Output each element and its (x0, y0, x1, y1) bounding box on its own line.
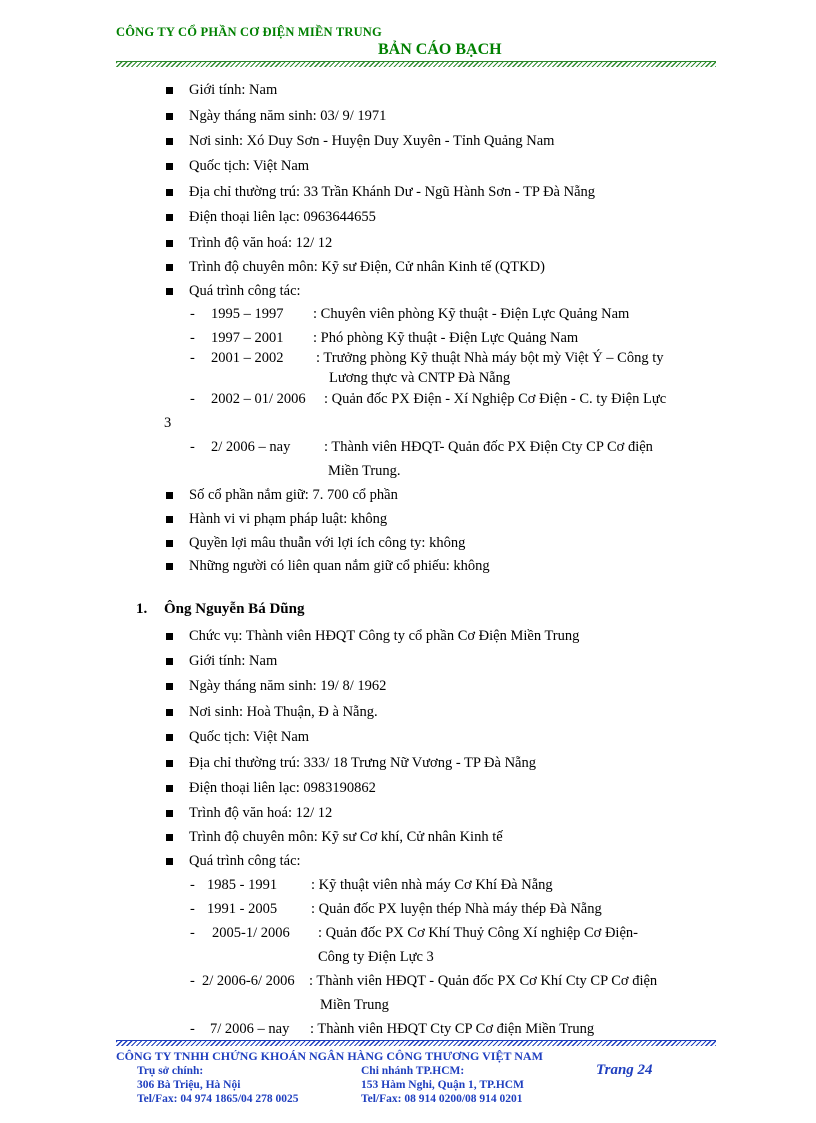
footer-hq-tel: Tel/Fax: 04 974 1865/04 278 0025 (137, 1093, 299, 1105)
p2-career-desc-cont: Miền Trung (320, 997, 389, 1013)
dash-icon: - (190, 901, 195, 917)
dash-icon: - (190, 306, 195, 322)
p2-position: Chức vụ: Thành viên HĐQT Công ty cổ phần Cơ Điện Miền Trung (189, 628, 580, 644)
p1-conflict: Quyền lợi mâu thuẫn với lợi ích công ty: không (189, 535, 466, 551)
bullet-icon (166, 264, 173, 271)
dash-icon: - (190, 350, 195, 366)
p2-qualification: Trình độ chuyên môn: Kỹ sư Cơ khí, Cử nhân Kinh tế (189, 829, 503, 845)
p2-career-period: 1985 - 1991 (207, 877, 278, 893)
p1-career-desc: : Thành viên HĐQT- Quản đốc PX Điện Cty CP Cơ điện (324, 439, 653, 455)
p1-career-desc: : Trưởng phòng Kỹ thuật Nhà máy bột mỳ Việt Ý – Công ty (316, 350, 664, 366)
person-number: 1. (136, 601, 148, 617)
bullet-icon (166, 138, 173, 145)
p1-address: Địa chỉ thường trú: 33 Trần Khánh Dư - Ngũ Hành Sơn - TP Đà Nẵng (189, 184, 596, 200)
dash-icon: - (190, 439, 195, 455)
p2-career-desc: : Thành viên HĐQT - Quản đốc PX Cơ Khí Cty CP Cơ điện (309, 973, 658, 989)
dash-icon: - (190, 925, 195, 941)
p1-career-desc-cont: Miền Trung. (328, 463, 401, 479)
p2-career-desc: : Thành viên HĐQT Cty CP Cơ điện Miền Trung (310, 1021, 595, 1037)
bullet-icon (166, 240, 173, 247)
bullet-icon (166, 834, 173, 841)
dash-icon: - (190, 391, 195, 407)
p2-career-period: 7/ 2006 – nay (210, 1021, 290, 1037)
bullet-icon (166, 858, 173, 865)
bullet-icon (166, 709, 173, 716)
p1-gender: Giới tính: Nam (189, 82, 278, 98)
p1-shares: Số cổ phần nắm giữ: 7. 700 cổ phần (189, 487, 398, 503)
p2-nationality: Quốc tịch: Việt Nam (189, 729, 310, 745)
p1-education: Trình độ văn hoá: 12/ 12 (189, 235, 333, 251)
bullet-icon (166, 760, 173, 767)
p2-career-period: 2005-1/ 2006 (212, 925, 290, 941)
p1-career-heading: Quá trình công tác: (189, 283, 301, 299)
bullet-icon (166, 563, 173, 570)
p2-address: Địa chỉ thường trú: 333/ 18 Trưng Nữ Vương - TP Đà Nẵng (189, 755, 536, 771)
header-divider (116, 61, 716, 67)
dash-icon: - (190, 973, 195, 989)
p1-career-desc: : Chuyên viên phòng Kỹ thuật - Điện Lực Quảng Nam (313, 306, 630, 322)
footer-divider (116, 1040, 716, 1046)
p1-career-desc: : Phó phòng Kỹ thuật - Điện Lực Quảng Nam (313, 330, 579, 346)
bullet-icon (166, 785, 173, 792)
bullet-icon (166, 658, 173, 665)
dash-icon: - (190, 877, 195, 893)
p1-qualification: Trình độ chuyên môn: Kỹ sư Điện, Cử nhân Kinh tế (QTKD) (189, 259, 545, 275)
footer-branch-label: Chi nhánh TP.HCM: (361, 1065, 465, 1077)
footer-hq-label: Trụ sở chính: (137, 1065, 204, 1077)
person-name: Ông Nguyễn Bá Dũng (164, 601, 305, 617)
footer-branch-address: 153 Hàm Nghi, Quận 1, TP.HCM (361, 1079, 524, 1091)
bullet-icon (166, 87, 173, 94)
bullet-icon (166, 683, 173, 690)
bullet-icon (166, 633, 173, 640)
p1-birthplace: Nơi sinh: Xó Duy Sơn - Huyện Duy Xuyên - Tỉnh Quảng Nam (189, 133, 555, 149)
p1-birthdate: Ngày tháng năm sinh: 03/ 9/ 1971 (189, 108, 387, 124)
p2-phone: Điện thoại liên lạc: 0983190862 (189, 780, 376, 796)
bullet-icon (166, 734, 173, 741)
p2-career-desc-cont: Công ty Điện Lực 3 (318, 949, 434, 965)
p2-career-heading: Quá trình công tác: (189, 853, 301, 869)
footer-hq-address: 306 Bà Triệu, Hà Nội (137, 1079, 241, 1091)
p2-career-desc: : Kỹ thuật viên nhà máy Cơ Khí Đà Nẵng (311, 877, 553, 893)
p1-career-period: 1995 – 1997 (211, 306, 284, 322)
p2-career-period: 1991 - 2005 (207, 901, 278, 917)
p1-career-period: 1997 – 2001 (211, 330, 284, 346)
bullet-icon (166, 810, 173, 817)
p2-birthplace: Nơi sinh: Hoà Thuận, Đ à Nẵng. (189, 704, 378, 720)
p1-career-desc-cont: 3 (164, 415, 172, 431)
p1-related-holders: Những người có liên quan nắm giữ cổ phiếu: không (189, 558, 490, 574)
dash-icon: - (190, 1021, 195, 1037)
p1-career-period: 2/ 2006 – nay (211, 439, 291, 455)
p1-violations: Hành vi vi phạm pháp luật: không (189, 511, 388, 527)
p2-career-period: 2/ 2006-6/ 2006 (202, 973, 295, 989)
bullet-icon (166, 492, 173, 499)
p2-education: Trình độ văn hoá: 12/ 12 (189, 805, 333, 821)
dash-icon: - (190, 330, 195, 346)
bullet-icon (166, 540, 173, 547)
bullet-icon (166, 516, 173, 523)
bullet-icon (166, 288, 173, 295)
p1-nationality: Quốc tịch: Việt Nam (189, 158, 310, 174)
bullet-icon (166, 189, 173, 196)
p2-birthdate: Ngày tháng năm sinh: 19/ 8/ 1962 (189, 678, 387, 694)
page-number: Trang 24 (596, 1062, 653, 1078)
header-company-name: CÔNG TY CỔ PHẦN CƠ ĐIỆN MIỀN TRUNG (116, 25, 382, 39)
bullet-icon (166, 214, 173, 221)
footer-company: CÔNG TY TNHH CHỨNG KHOÁN NGÂN HÀNG CÔNG THƯƠNG VIỆT NAM (116, 1049, 543, 1063)
p1-career-period: 2001 – 2002 (211, 350, 284, 366)
p1-phone: Điện thoại liên lạc: 0963644655 (189, 209, 376, 225)
bullet-icon (166, 113, 173, 120)
p1-career-period: 2002 – 01/ 2006 (211, 391, 306, 407)
person-heading (136, 600, 304, 618)
document-title: BẢN CÁO BẠCH (378, 41, 502, 58)
footer-branch-tel: Tel/Fax: 08 914 0200/08 914 0201 (361, 1093, 523, 1105)
p2-career-desc: : Quản đốc PX Cơ Khí Thuỷ Công Xí nghiệp Cơ Điện- (318, 925, 638, 941)
p2-career-desc: : Quản đốc PX luyện thép Nhà máy thép Đà Nẵng (311, 901, 602, 917)
p1-career-desc-cont: Lương thực và CNTP Đà Nẵng (329, 370, 511, 386)
p2-gender: Giới tính: Nam (189, 653, 278, 669)
p1-career-desc: : Quản đốc PX Điện - Xí Nghiệp Cơ Điện - C. ty Điện Lực (324, 391, 667, 407)
bullet-icon (166, 163, 173, 170)
